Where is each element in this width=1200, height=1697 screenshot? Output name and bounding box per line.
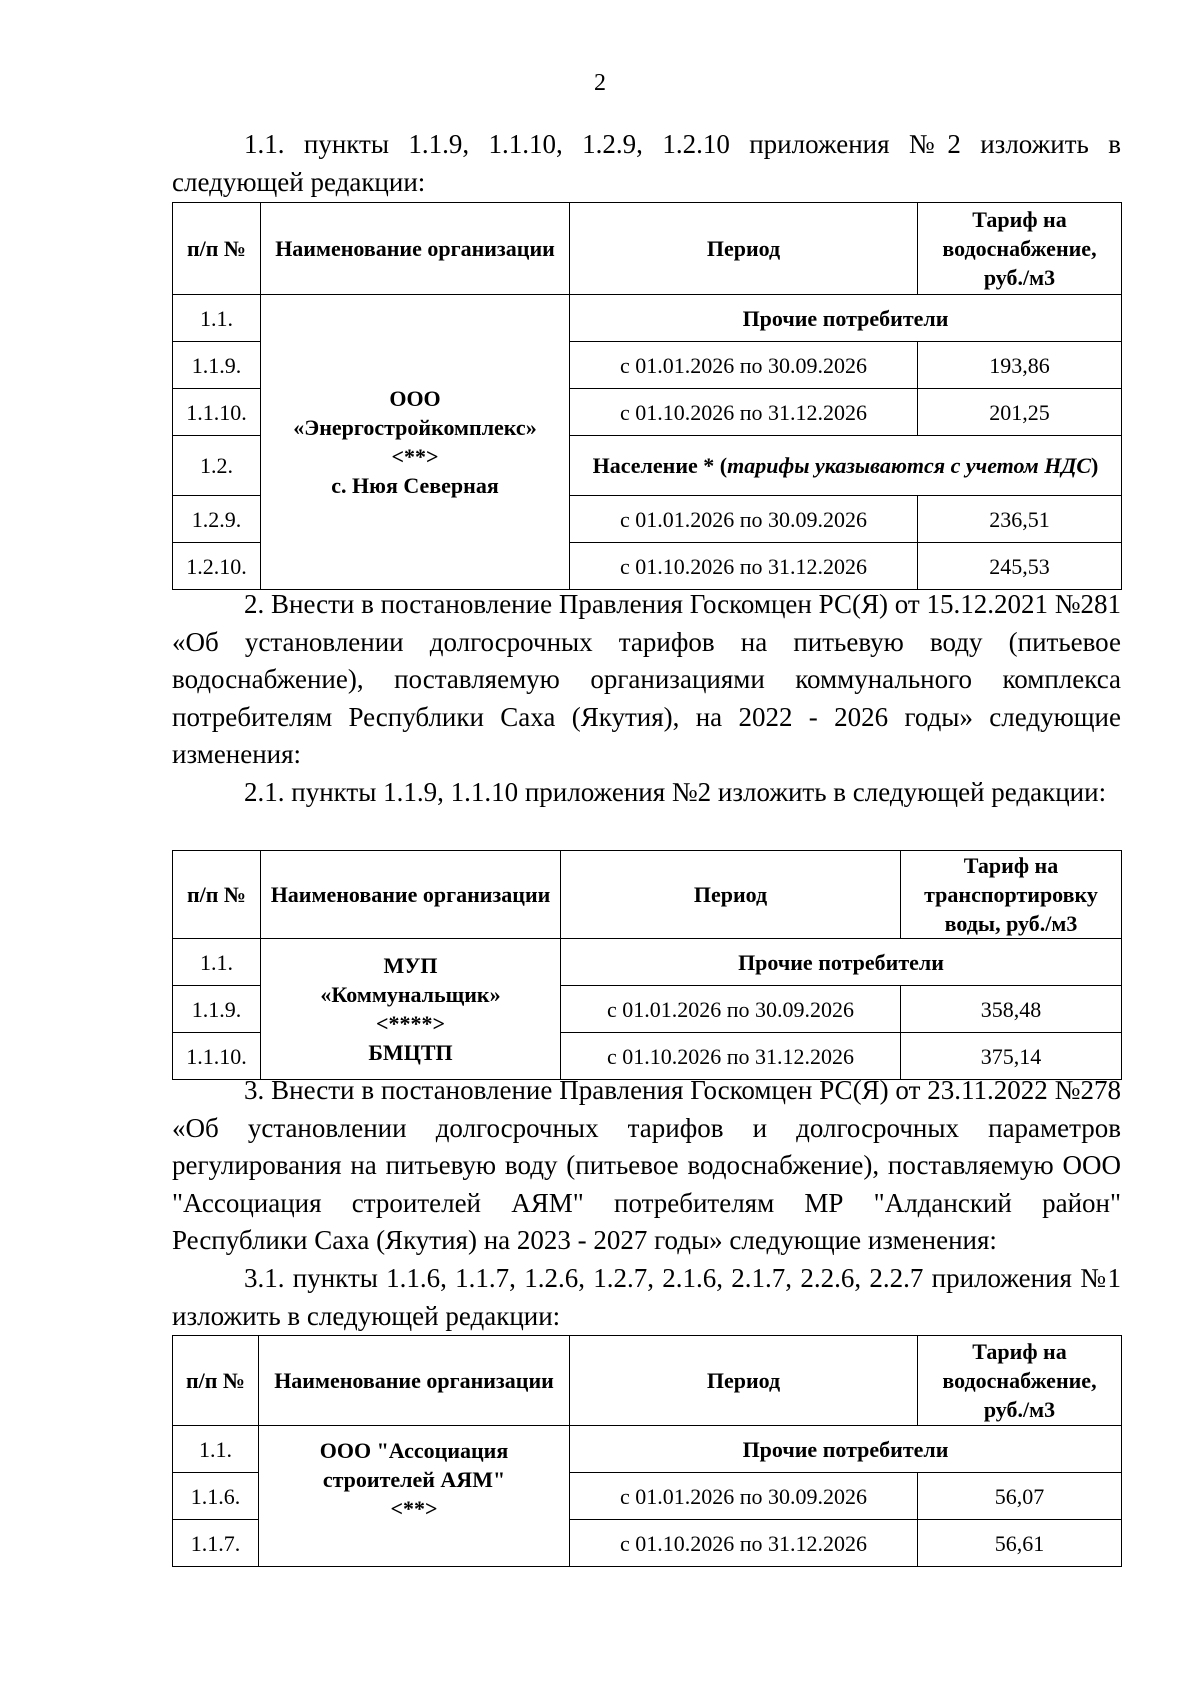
org-line: с. Нюя Северная xyxy=(331,473,499,498)
header-num: п/п № xyxy=(173,203,261,295)
header-tariff: Тариф на водоснабжение, руб./м3 xyxy=(918,1336,1122,1426)
header-tariff: Тариф на водоснабжение, руб./м3 xyxy=(918,203,1122,295)
period-cell: с 01.10.2026 по 31.12.2026 xyxy=(570,1520,918,1567)
org-line: ООО xyxy=(389,386,441,411)
tariff-value: 375,14 xyxy=(901,1033,1122,1080)
header-org: Наименование организации xyxy=(261,851,561,939)
paragraph-2-1: 2.1. пункты 1.1.9, 1.1.10 приложения №2 изложить в следующей редакции: xyxy=(244,777,1107,807)
org-line: ООО "Ассоциация xyxy=(319,1438,509,1463)
tariff-value: 358,48 xyxy=(901,986,1122,1033)
page-number: 2 xyxy=(594,70,606,96)
row-num: 1.1.6. xyxy=(173,1473,259,1520)
paragraph-1-1: 1.1. пункты 1.1.9, 1.1.10, 1.2.9, 1.2.10 приложения №2 изложить в следующей редакции: xyxy=(172,129,1121,197)
period-cell: с 01.10.2026 по 31.12.2026 xyxy=(570,543,918,590)
paragraph-3: 3. Внести в постановление Правления Госкомцен РС(Я) от 23.11.2022 №278 «Об установлении долгосрочных тарифов и долгосрочных параметров регулирования на питьевую воду (питьевое водоснабжение), поставляемую ООО "Ассоциация строителей АЯМ" потребителям МР "Алданский район" Республики Саха (Якутия) на 2023 - 2027 годы» следующие изменения: xyxy=(172,1075,1121,1255)
tariff-value: 245,53 xyxy=(918,543,1122,590)
row-num: 1.1.9. xyxy=(173,986,261,1033)
tariff-table-2 xyxy=(172,850,1122,1080)
header-period: Период xyxy=(570,203,918,295)
header-period: Период xyxy=(570,1336,918,1426)
tariff-value: 56,07 xyxy=(918,1473,1122,1520)
tariff-value: 201,25 xyxy=(918,389,1122,436)
paragraph-2: 2. Внести в постановление Правления Госкомцен РС(Я) от 15.12.2021 №281 «Об установлении долгосрочных тарифов на питьевую воду (питьевое водоснабжение), поставляемую организациями коммунального комплекса потребителям Республики Саха (Якутия), на 2022 - 2026 годы» следующие изменения: xyxy=(172,589,1121,769)
table-header-row xyxy=(173,1336,1122,1426)
row-num: 1.1.10. xyxy=(173,1033,261,1080)
table-row xyxy=(173,939,1122,986)
consumer-group xyxy=(570,436,1122,496)
org-line: <****> xyxy=(375,1011,446,1036)
tariff-table-3 xyxy=(172,1335,1122,1567)
org-line: БМЦТП xyxy=(368,1040,453,1065)
period-cell: с 01.01.2026 по 30.09.2026 xyxy=(570,342,918,389)
organization-name xyxy=(259,1426,570,1567)
row-num: 1.2.9. xyxy=(173,496,261,543)
row-num: 1.1. xyxy=(173,1426,259,1473)
table-row xyxy=(173,295,1122,342)
period-cell: с 01.01.2026 по 30.09.2026 xyxy=(570,496,918,543)
row-num: 1.1. xyxy=(173,939,261,986)
organization-name xyxy=(261,295,570,590)
header-num: п/п № xyxy=(173,1336,259,1426)
org-line: «Энергостройкомплекс» xyxy=(293,415,537,440)
tariff-value: 56,61 xyxy=(918,1520,1122,1567)
period-cell: с 01.10.2026 по 31.12.2026 xyxy=(570,389,918,436)
table-header-row xyxy=(173,851,1122,939)
group-note: тарифы указываются с учетом НДС xyxy=(727,453,1092,478)
header-period: Период xyxy=(561,851,901,939)
header-org: Наименование организации xyxy=(261,203,570,295)
row-num: 1.1.10. xyxy=(173,389,261,436)
org-line: <**> xyxy=(390,1496,438,1521)
tariff-table-1 xyxy=(172,202,1122,590)
group-label-end: ) xyxy=(1091,453,1099,478)
consumer-group: Прочие потребители xyxy=(570,1426,1122,1473)
period-cell: с 01.01.2026 по 30.09.2026 xyxy=(570,1473,918,1520)
header-num: п/п № xyxy=(173,851,261,939)
org-line: строителей АЯМ" xyxy=(322,1467,506,1492)
paragraph-3-1: 3.1. пункты 1.1.6, 1.1.7, 1.2.6, 1.2.7, 2.1.6, 2.1.7, 2.2.6, 2.2.7 приложения №1 изложить в следующей редакции: xyxy=(172,1263,1121,1331)
period-cell: с 01.10.2026 по 31.12.2026 xyxy=(561,1033,901,1080)
group-label: Население * ( xyxy=(592,453,728,478)
tariff-value: 236,51 xyxy=(918,496,1122,543)
row-num: 1.2.10. xyxy=(173,543,261,590)
consumer-group: Прочие потребители xyxy=(570,295,1122,342)
tariff-value: 193,86 xyxy=(918,342,1122,389)
period-cell: с 01.01.2026 по 30.09.2026 xyxy=(561,986,901,1033)
row-num: 1.1. xyxy=(173,295,261,342)
row-num: 1.2. xyxy=(173,436,261,496)
table-header-row xyxy=(173,203,1122,295)
row-num: 1.1.9. xyxy=(173,342,261,389)
org-line: «Коммунальщик» xyxy=(320,982,501,1007)
org-line: МУП xyxy=(383,953,438,978)
consumer-group: Прочие потребители xyxy=(561,939,1122,986)
organization-name xyxy=(261,939,561,1080)
row-num: 1.1.7. xyxy=(173,1520,259,1567)
header-org: Наименование организации xyxy=(259,1336,570,1426)
table-row xyxy=(173,1426,1122,1473)
header-tariff: Тариф на транспортировку воды, руб./м3 xyxy=(901,851,1122,939)
org-line: <**> xyxy=(391,444,439,469)
